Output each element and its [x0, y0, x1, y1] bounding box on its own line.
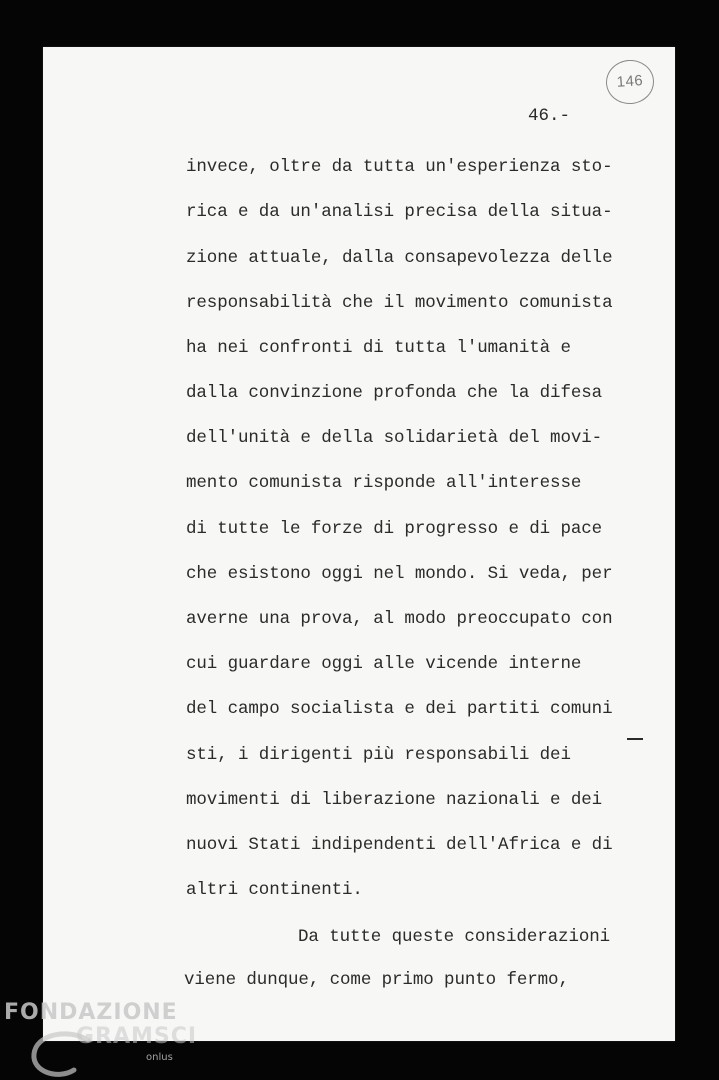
archive-page-stamp: 146 [605, 58, 656, 105]
fondazione-gramsci-watermark [4, 1000, 198, 1078]
watermark-line1: FONDAZIONE [4, 1000, 178, 1025]
text-line: ha nei confronti di tutta l'umanità e [186, 338, 571, 358]
text-line: mento comunista risponde all'interesse [186, 473, 582, 493]
watermark-line3: onlus [146, 1052, 173, 1063]
text-line: sti, i dirigenti più responsabili dei [186, 745, 571, 765]
text-line: dalla convinzione profonda che la difesa [186, 383, 603, 403]
text-line: zione attuale, dalla consapevolezza delle [186, 248, 613, 268]
text-line: nuovi Stati indipendenti dell'Africa e di [186, 835, 613, 855]
page-number: 46.- [528, 106, 571, 126]
text-line: averne una prova, al modo preoccupato con [186, 609, 613, 629]
text-line: viene dunque, come primo punto fermo, [184, 970, 569, 990]
text-line: rica e da un'analisi precisa della situa- [186, 202, 613, 222]
paragraph-first-line: Da tutte queste considerazioni [298, 927, 611, 947]
text-line: cui guardare oggi alle vicende interne [186, 654, 582, 674]
handwritten-underline-mark [627, 738, 643, 740]
text-line: invece, oltre da tutta un'esperienza sto- [186, 157, 613, 177]
text-line: del campo socialista e dei partiti comuni [186, 699, 613, 719]
text-line: movimenti di liberazione nazionali e dei [186, 790, 603, 810]
watermark-line2: GRAMSCI [76, 1024, 198, 1049]
text-line: responsabilità che il movimento comunista [186, 293, 613, 313]
text-line: dell'unità e della solidarietà del movi- [186, 428, 603, 448]
text-line: di tutte le forze di progresso e di pace [186, 519, 603, 539]
text-line: che esistono oggi nel mondo. Si veda, per [186, 564, 613, 584]
text-line: altri continenti. [186, 880, 363, 900]
